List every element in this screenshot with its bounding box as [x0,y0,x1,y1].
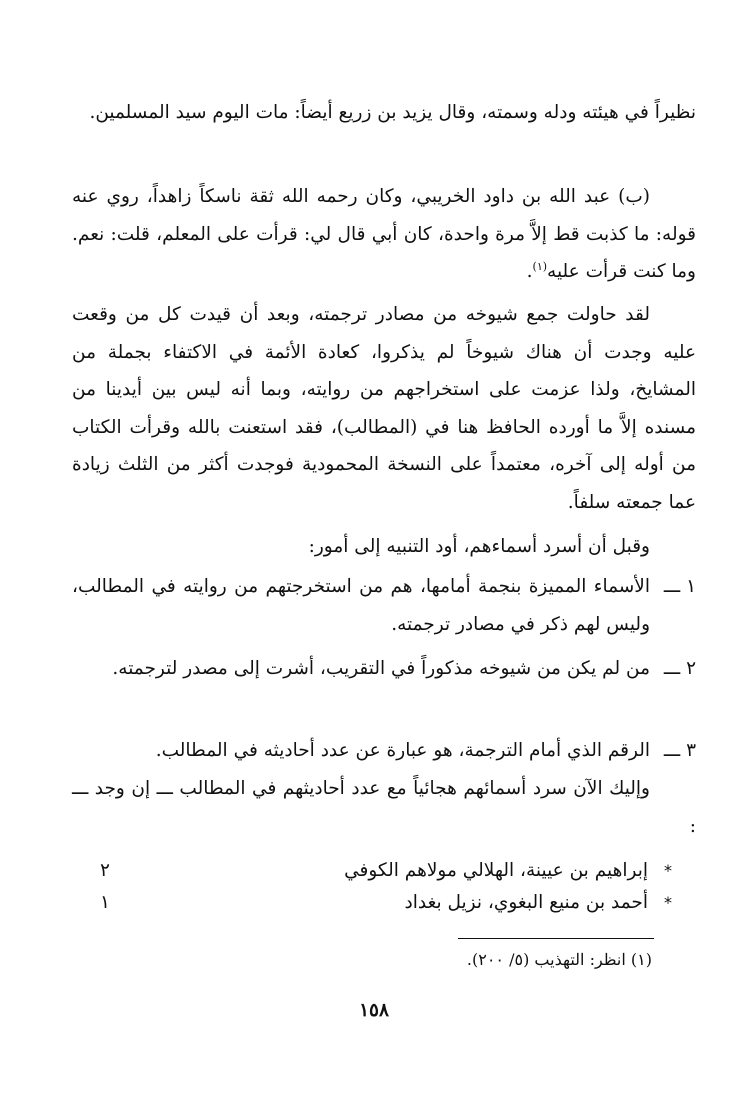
note-number: ١ ـــ [663,576,696,597]
paragraph-5 [72,770,696,845]
paragraph-1-text: نظيراً في هيئته ودله وسمته، وقال يزيد بن زريع أيضاً: مات اليوم سيد المسلمين. [89,102,696,123]
note-text: من لم يكن من شيوخه مذكوراً في التقريب، أشرت إلى مصدر لترجمته. [112,658,650,679]
note-item-1 [72,568,696,643]
paragraph-1 [72,94,696,132]
note-number: ٢ ـــ [663,658,696,679]
paragraph-2-body [72,178,696,291]
star-icon: * [664,861,672,880]
page-number: ١٥٨ [359,1000,389,1021]
paragraph-4 [72,528,696,566]
paragraph-3 [72,296,696,522]
note-item-2 [72,650,696,688]
hadith-count: ١ [100,892,110,913]
paragraph-3-text: لقد حاولت جمع شيوخه من مصادر ترجمته، وبعد أن قيدت كل من وقعت عليه وجدت أن هناك شيوخاً لم يذكروا، كعادة الأئمة في الاكتفاء بجملة من المشايخ، ولذا عزمت على استخراجهم من روايته، وبما أنه ليس بين أيدينا من مسنده إلاَّ ما أورده الحافظ هنا في (المطالب)، فقد استعنت بالله وقرأت الكتاب من أوله إلى آخره، معتمداً على النسخة المحمودية فوجدت أكثر من الثلث زيادة عما جمعته سلفاً. [72,304,696,513]
footnote-divider [458,938,654,939]
note-text: الأسماء المميزة بنجمة أمامها، هم من استخرجتهم من روايته في المطالب، وليس لهم ذكر في مصادر ترجمته. [72,576,650,635]
paragraph-2 [72,178,696,291]
paragraph-2-text: (ب) عبد الله بن داود الخريبي، وكان رحمه الله ثقة ناسكاً زاهداً، روي عنه قوله: ما كذبت قط إلاَّ مرة واحدة، كان أبي قال لي: قرأت على المعلم، قلت: نعم. وما كنت قرأت عليه [72,186,696,283]
paragraph-4-text: وقبل أن أسرد أسماءهم، أود التنبيه إلى أمور: [308,536,650,557]
narrator-name: أحمد بن منيع البغوي، نزيل بغداد [404,892,648,913]
footnote: (١) انظر: التهذيب (٥/ ٢٠٠). [466,950,652,969]
note-item-3 [72,732,696,770]
footnote-reference: (١) [532,260,548,274]
star-icon: * [664,893,672,912]
paragraph-5-text: وإليك الآن سرد أسمائهم هجائياً مع عدد أحاديثهم في المطالب ـــ إن وجد ـــ : [72,778,696,837]
note-number: ٣ ـــ [663,740,696,761]
paragraph-2-end: . [526,261,533,283]
hadith-count: ٢ [100,860,110,881]
narrator-name: إبراهيم بن عيينة، الهلالي مولاهم الكوفي [344,860,648,881]
note-text: الرقم الذي أمام الترجمة، هو عبارة عن عدد أحاديثه في المطالب. [155,740,650,761]
